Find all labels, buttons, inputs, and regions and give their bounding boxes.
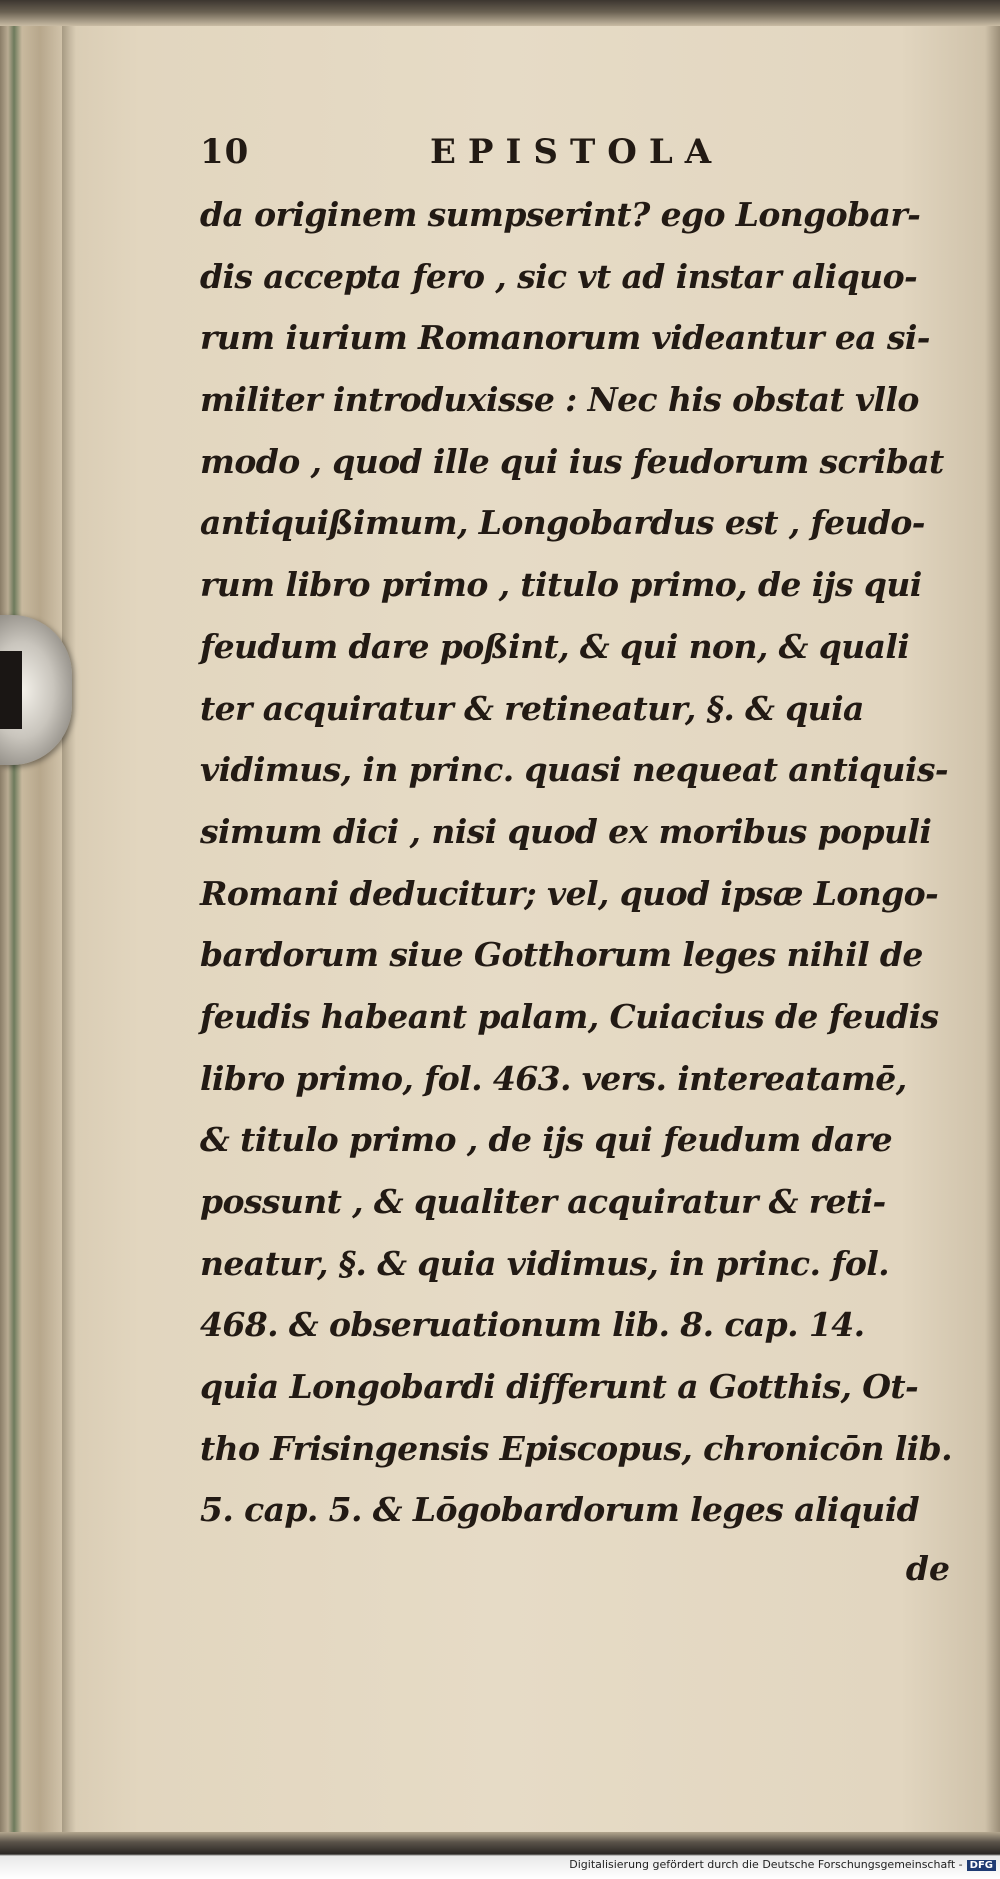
running-title: EPISTOLA (430, 132, 724, 172)
text-line: simum dici , nisi quod ex moribus populi (200, 811, 932, 851)
body-text (200, 184, 960, 1541)
scan-bottom-band (0, 1832, 1000, 1879)
catchword: de (905, 1549, 950, 1589)
text-line: tho Frisingensis Episcopus, chronicōn lib. (200, 1428, 952, 1468)
text-line: modo , quod ille qui ius feudorum scribat (200, 441, 944, 481)
text-line: militer introduxisse : Nec his obstat vllo (200, 380, 919, 420)
text-line: 5. cap. 5. & Lōgobardorum leges aliquid (200, 1490, 920, 1530)
text-line: vidimus, in princ. quasi nequeat antiquis- (200, 750, 948, 790)
page-text-block (200, 128, 960, 1597)
text-line: da originem sumpserint? ego Longobar- (200, 195, 921, 234)
text-line: bardorum siue Gotthorum leges nihil de (200, 935, 923, 975)
clip-shadow (0, 651, 22, 729)
text-line: feudum dare poßint, & qui non, & quali (200, 626, 910, 666)
text-line: ter acquiratur & retineatur, §. & quia (200, 688, 864, 728)
text-line: 468. & obseruationum lib. 8. cap. 14. (200, 1305, 865, 1345)
text-line: rum iurium Romanorum videantur ea si- (200, 318, 930, 358)
text-line: feudis habeant palam, Cuiacius de feudis (200, 996, 939, 1036)
text-line: libro primo, fol. 463. vers. intereatamē, (200, 1058, 907, 1098)
book-top-edge (0, 0, 1000, 26)
text-line: Romani deducitur; vel, quod ipsæ Longo- (200, 873, 939, 913)
running-head (200, 128, 960, 184)
page-gutter-shadow (62, 26, 76, 1832)
text-line: dis accepta fero , sic vt ad instar aliquo- (200, 256, 918, 296)
page-number: 10 (200, 132, 250, 172)
text-line: antiquißimum, Longobardus est , feudo- (200, 503, 925, 543)
text-line: & titulo primo , de ijs qui feudum dare (200, 1120, 893, 1160)
text-line: rum libro primo , titulo primo, de ijs qui (200, 565, 922, 605)
dfg-logo: DFG (967, 1860, 996, 1871)
text-line: possunt , & qualiter acquiratur & reti- (200, 1182, 886, 1221)
text-line: quia Longobardi differunt a Gotthis, Ot- (200, 1367, 919, 1407)
digitization-credit (569, 1858, 996, 1871)
credit-text: Digitalisierung gefördert durch die Deutsche Forschungsgemeinschaft - (569, 1858, 963, 1871)
text-line: neatur, §. & quia vidimus, in princ. fol. (200, 1243, 890, 1283)
